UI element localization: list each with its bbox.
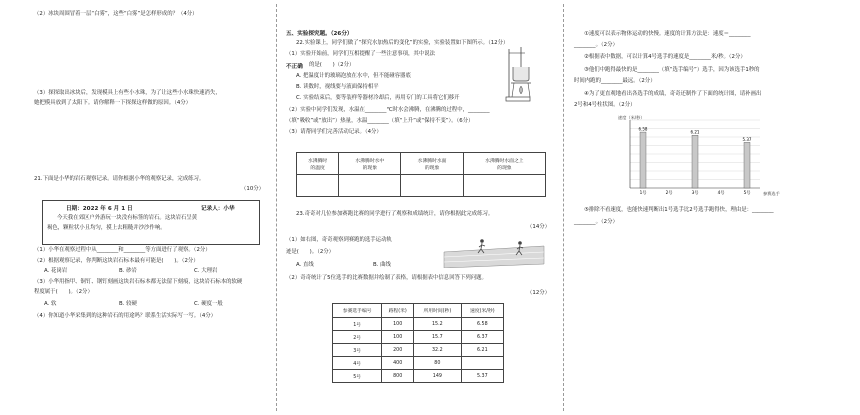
option-c-cooldown: C. 实验结束后，要等装样等器材冷却后，再用专门的工具将它们移开 <box>296 95 460 101</box>
option-b-curve: B. 曲线 <box>373 262 391 268</box>
question-21-1: （1）小华在观察过程中从________和________等方面进行了观察。（2分） <box>34 247 211 253</box>
question-23-1-line2: 迹是( )。（2分） <box>286 249 335 255</box>
table2-cell: 5号 <box>333 370 382 383</box>
table2-cell: 1号 <box>333 318 382 331</box>
table2-cell: 2号 <box>333 331 382 344</box>
chart-bar <box>640 132 646 188</box>
option-a-granite: A. 花岗岩 <box>44 268 68 274</box>
option-b-hard: B. 较硬 <box>119 301 137 307</box>
chart-tick-label: 4号 <box>717 190 725 195</box>
running-track-illustration <box>442 238 546 268</box>
sub-question-3-line2: 时间内跑的________最远。（2分） <box>574 78 656 84</box>
sub-question-1-cont: ________。（2分） <box>574 42 618 48</box>
option-b-sandstone: B. 砂岩 <box>119 268 137 274</box>
record-text-line2: 褐色，颗粒状小且均匀，摸上去粗糙并沙沙作响。 <box>47 225 166 231</box>
table2-cell: 100 <box>382 318 414 331</box>
table2-cell: 149 <box>414 370 462 383</box>
sub-question-1: ①速度可以表示物体运动的快慢。速度的计算方法是：速度＝________ <box>584 31 751 37</box>
activity-record-table <box>296 152 546 197</box>
question-22-1: （1）实验开始前，同学们互相提醒了一些注意事项，其中说法 <box>286 51 435 57</box>
table1-cell <box>463 175 545 197</box>
table2-cell <box>461 357 503 370</box>
table2-cell: 3号 <box>333 344 382 357</box>
option-a-thermometer: A. 把温度计的玻璃泡放在水中，但不能碰容器底 <box>296 73 411 79</box>
table1-header-in-water: 水沸腾时水中 的现象 <box>339 153 401 175</box>
question-20-3-line2: 她把模具放到了太阳下。请你解释一下探探这样做的原因。（4分） <box>34 100 192 106</box>
chart-data-label: 6.21 <box>690 129 700 135</box>
question-22-1-emphasis: 不正确 <box>286 64 303 70</box>
table2-cell: 200 <box>382 344 414 357</box>
table2-cell: 15.7 <box>414 331 462 344</box>
chart-data-label: 5.37 <box>742 136 752 142</box>
sub-question-4-line2: 2号和4号柱状图。（2分） <box>574 102 636 108</box>
chart-tick-label: 2号 <box>665 190 673 195</box>
table2-cell: 6.58 <box>461 318 503 331</box>
speed-bar-chart <box>600 110 800 198</box>
table-row <box>333 357 504 370</box>
question-23-2-score: （12分） <box>527 290 551 296</box>
table2-header: 参赛选手编号 <box>333 304 382 318</box>
table2-header: 所用时间(秒) <box>414 304 462 318</box>
table-row <box>333 331 504 344</box>
column-divider-left <box>276 4 277 411</box>
observation-record-box <box>42 200 260 245</box>
question-23-2: （2）奇奇统计了5位选手的比赛数据并绘制了表格，请根据表中信息回答下列问题。 <box>286 275 487 281</box>
table2-cell: 6.37 <box>461 331 503 344</box>
chart-tick-label: 3号 <box>691 190 699 195</box>
table-row <box>333 318 504 331</box>
sub-question-4-line1: ④为了更直观地看出各选手的成绩，奇奇还制作了下面的统计图，请补画出 <box>584 91 762 97</box>
question-22-2-line1: （2）实验中同学们发现，水温在________℃时水会沸腾，在沸腾的过程中，________ <box>286 107 490 113</box>
chart-x-label: 参赛选手 <box>763 191 780 196</box>
sub-question-3-line1: ③他们中跑得最快的是________（填“选手编号”）选手，因为该选手1秒的 <box>584 67 760 73</box>
table2-cell: 6.21 <box>461 344 503 357</box>
table1-cell <box>339 175 401 197</box>
record-person: 记录人：小华 <box>201 206 235 212</box>
sub-question-5-line1: ⑤排除不看速度，也能快速判断出1号选手比2号选手跑得快，理由是：________ <box>584 207 774 213</box>
table2-cell: 5.37 <box>461 370 503 383</box>
table1-cell <box>297 175 339 197</box>
sub-question-2: ②根据表中数据，可以计算4号选手的速度是________米/秒。（2分） <box>584 54 746 60</box>
question-21-score: （10分） <box>241 186 265 192</box>
table1-cell <box>401 175 463 197</box>
table2-cell: 800 <box>382 370 414 383</box>
table1-header-surface: 水沸腾时水面 的现象 <box>401 153 463 175</box>
option-b-reading: B. 读数时，视线要与液面保持相平 <box>296 84 379 90</box>
question-20-2: （2）冰块周围冒着一层“白雾”，这些“白雾”是怎样形成的？（4分） <box>34 11 198 17</box>
chart-bar <box>692 135 698 188</box>
chart-data-label: 6.58 <box>638 126 648 132</box>
question-22-3: （3）请帮同学们完善活动记录。（4分） <box>286 129 382 135</box>
question-22-2-line2: （填“吸收”或“放出”）热量，水温________（填“上升”或“保持不变”）。（6分） <box>286 118 474 124</box>
chart-y-label: 速度（米/秒） <box>618 115 645 120</box>
question-22-stem: 22.实验课上，同学们做了“探究水加热后的变化”的实验，实验装置如下图所示。（12分） <box>296 40 509 46</box>
column-divider-right <box>563 4 564 411</box>
race-data-table <box>332 303 504 383</box>
table2-cell: 400 <box>382 357 414 370</box>
option-a-straight: A. 直线 <box>296 262 314 268</box>
question-21-3-line2: 程度属于( )。（2分） <box>34 289 93 295</box>
option-a-soft: A. 软 <box>44 301 57 307</box>
option-c-medium: C. 硬度一般 <box>194 301 223 307</box>
question-23-stem: 23.奇奇对几位参加赛跑比赛的同学进行了观察和成绩统计，请你根据此完成练习。 <box>296 211 494 217</box>
record-date: 日期：2022 年 6 月 1 日 <box>66 206 133 212</box>
table2-header: 路程(米) <box>382 304 414 318</box>
option-c-marble: C. 大理岩 <box>194 268 218 274</box>
question-23-1-line1: （1）如右图，奇奇观察到赛跑的选手运动轨 <box>286 237 392 243</box>
chart-bar <box>744 142 750 188</box>
table2-cell: 4号 <box>333 357 382 370</box>
section-5-heading: 五、实验探究题。（26分） <box>286 31 353 37</box>
question-21-stem: 21.下面是小华的岩石观察记录。请你根据小华的观察记录，完成练习。 <box>34 176 205 182</box>
table2-cell: 100 <box>382 331 414 344</box>
table2-header: 速度(米/秒) <box>461 304 503 318</box>
table-row <box>333 344 504 357</box>
table1-header-temp: 水沸腾时 的温度 <box>297 153 339 175</box>
chart-tick-label: 1号 <box>639 190 647 195</box>
record-text-line1: 今天我在郊区户外游玩一块没有标签的岩石。这块岩石呈黄 <box>57 215 198 221</box>
question-22-1-tail: 的是( )（2分） <box>309 62 355 68</box>
question-23-score: （14分） <box>527 224 551 230</box>
table2-cell: 80 <box>414 357 462 370</box>
chart-tick-label: 5号 <box>743 190 751 195</box>
table2-cell: 32.2 <box>414 344 462 357</box>
question-20-3-line1: （3）探探取出冰块后，发现模具上有些小水珠，为了让这些小水珠快速消失， <box>34 90 221 96</box>
table-row <box>333 370 504 383</box>
sub-question-5-line2: ________。（2分） <box>574 219 618 225</box>
question-21-3-line1: （3）小华用指甲、铜钉、钢钉刻画这块岩石标本都无法留下刻痕，这块岩石标本的软硬 <box>34 279 243 285</box>
question-21-4: （4）你知道小华采集到的这种岩石的用途吗？联系生活实际写一写。（4分） <box>34 313 217 319</box>
table2-cell: 15.2 <box>414 318 462 331</box>
heating-apparatus-illustration <box>503 45 533 103</box>
question-21-2: （2）根据观察记录，你判断这块岩石标本最有可能是( )。（2分） <box>34 258 199 264</box>
table1-header-above: 水沸腾时水面之上 的现象 <box>463 153 545 175</box>
